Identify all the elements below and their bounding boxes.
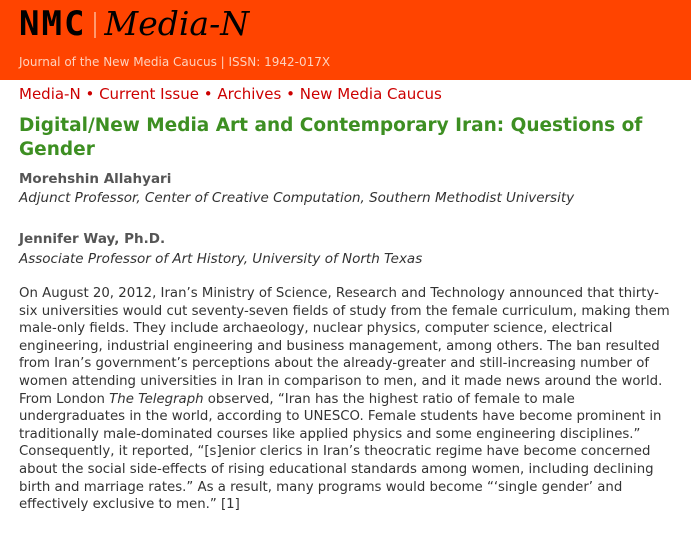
nav-link-current-issue[interactable]: Current Issue: [99, 85, 199, 103]
logo-divider: [94, 12, 96, 38]
article-body-paragraph: [19, 285, 677, 514]
publication-name: The Telegraph: [109, 391, 204, 407]
site-header: [0, 0, 691, 80]
footnote-ref[interactable]: [1]: [220, 497, 240, 513]
body-text-part: observed, “Iran has the highest ratio of female to male undergraduates in the world, according to UNESCO. Female students have become prominent in traditionally male-dominated courses like applied physics and some engineering disciplines.” Consequently, it reported, “[s]enior clerics in Iran’s theocratic regime have become concerned about the social side-effects of rising educational standards among women, including declining birth and marriage rates.” As a result, many programs would become “‘single gender’ and effectively exclusive to men.”: [19, 391, 662, 513]
nav-link-new-media-caucus[interactable]: New Media Caucus: [299, 85, 442, 103]
nav-separator: •: [281, 85, 300, 103]
nav-separator: •: [80, 85, 100, 103]
author-name: Jennifer Way, Ph.D.: [19, 231, 166, 247]
author-affiliation: Associate Professor of Art History, University of North Texas: [19, 251, 423, 267]
nav-separator: •: [198, 85, 218, 103]
nav-link-archives[interactable]: Archives: [217, 85, 282, 103]
site-logo[interactable]: [19, 4, 249, 44]
article-title: Digital/New Media Art and Contemporary Iran: Questions of Gender: [19, 115, 643, 160]
logo-media-n[interactable]: Media-N: [104, 4, 250, 43]
author-affiliation: Adjunct Professor, Center of Creative Computation, Southern Methodist University: [19, 190, 575, 206]
site-subtitle: Journal of the New Media Caucus | ISSN: 1942-017X: [19, 55, 331, 69]
main-nav: [19, 85, 442, 103]
body-text-part: On August 20, 2012, Iran’s Ministry of Science, Research and Technology announced that thirty-six universities would cut seventy-seven fields of study from the female curriculum, making them male-only fields. They include archaeology, nuclear physics, computer science, electrical engineering, industrial engineering and business management, among others. The ban resulted from Iran’s government’s perceptions about the already-greater and still-increasing number of women attending universities in Iran in comparison to men, and it made news around the world. From London: [19, 286, 670, 407]
logo-nmc[interactable]: NMC: [19, 4, 87, 44]
author-name: Morehshin Allahyari: [19, 171, 172, 187]
nav-link-media-n[interactable]: Media-N: [19, 85, 81, 103]
